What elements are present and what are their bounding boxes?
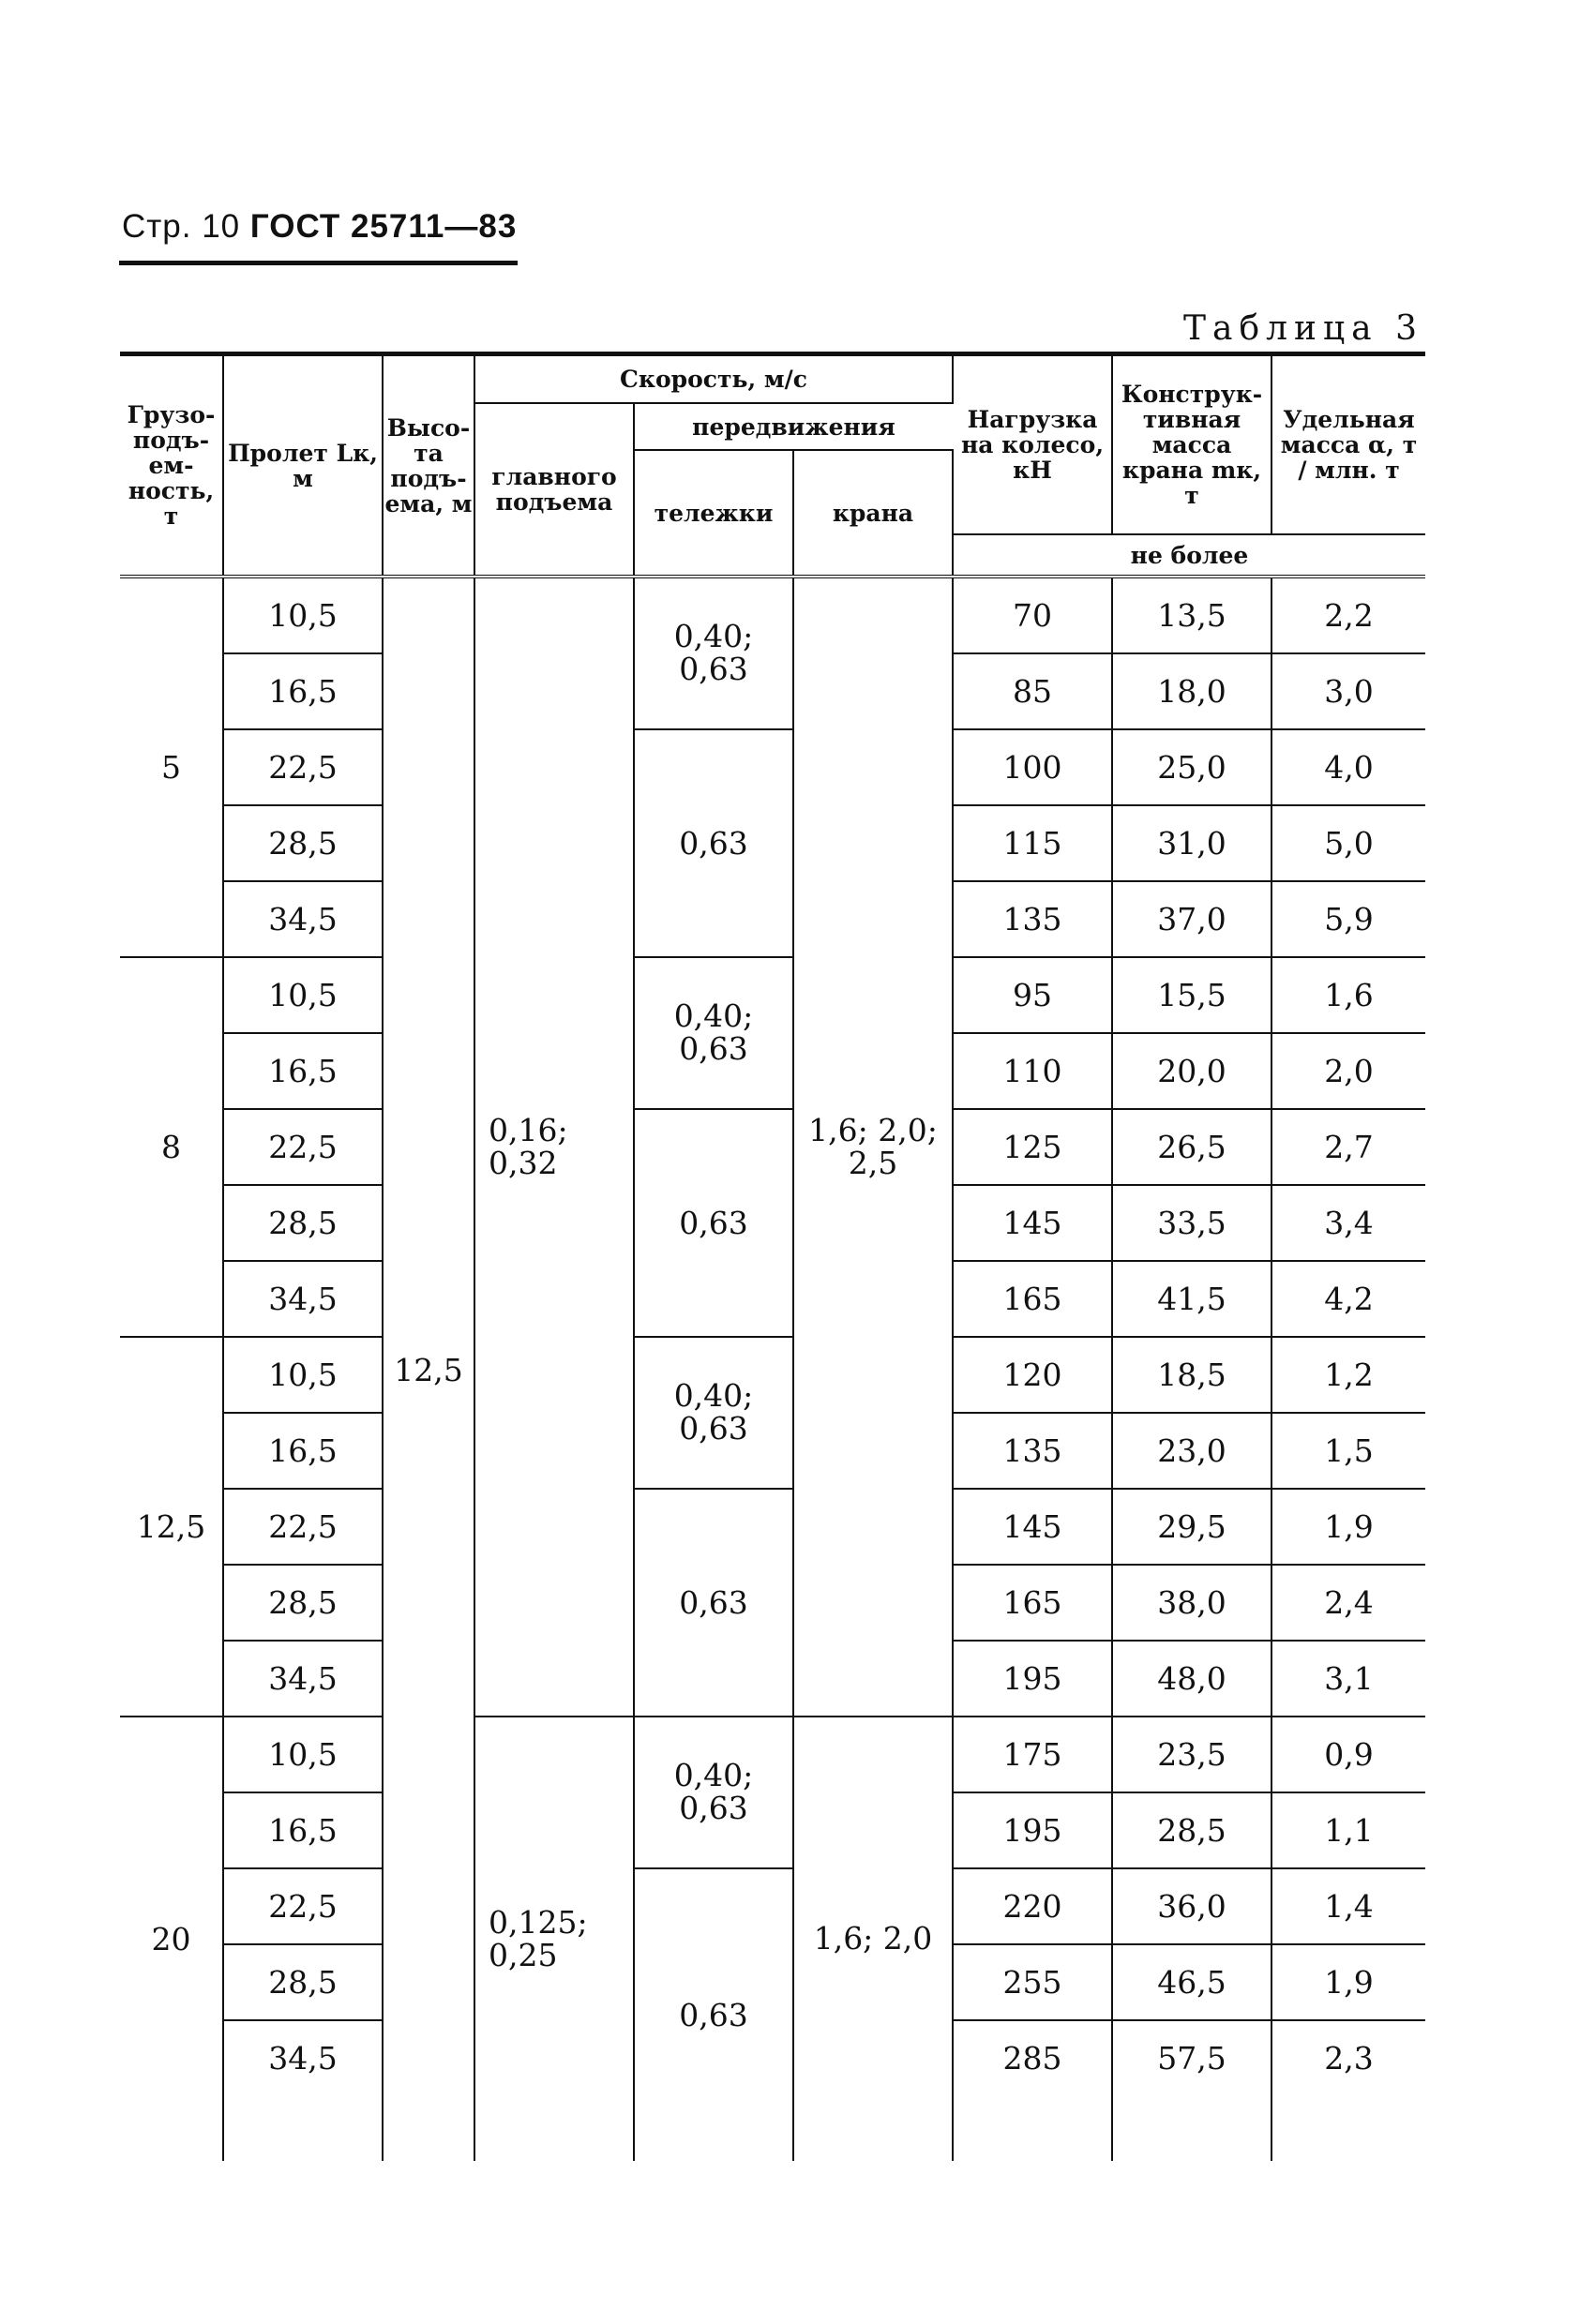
col-header-main-lift: главного подъема — [474, 403, 634, 577]
page-number: Стр. 10 — [122, 208, 241, 245]
specific-mass-cell: 3,0 — [1271, 653, 1425, 729]
col-header-crane: крана — [793, 450, 953, 577]
wheel-load-cell: 145 — [953, 1489, 1112, 1565]
crane-mass-cell: 23,5 — [1112, 1717, 1271, 1792]
wheel-load-cell: 175 — [953, 1717, 1112, 1792]
specific-mass-cell: 1,5 — [1271, 1413, 1425, 1489]
span-cell: 10,5 — [223, 1337, 383, 1413]
crane-mass-cell: 25,0 — [1112, 729, 1271, 805]
col-header-speed: Скорость, м/с — [474, 356, 953, 403]
span-cell: 22,5 — [223, 1109, 383, 1185]
trolley-cell: 0,40; 0,63 — [634, 1337, 793, 1489]
specific-mass-cell: 2,3 — [1324, 2040, 1374, 2077]
crane-mass-cell: 13,5 — [1112, 578, 1271, 653]
page-header — [122, 208, 517, 246]
span-cell: 28,5 — [223, 805, 383, 881]
main-lift-cell: 0,125; 0,25 — [474, 1717, 634, 2161]
span-cell: 34,5 — [223, 1641, 383, 1717]
crane-speed-cell: 1,6; 2,0; 2,5 — [793, 578, 953, 1717]
span-cell: 10,5 — [223, 578, 383, 653]
crane-mass-cell: 37,0 — [1112, 881, 1271, 957]
crane-mass-cell: 38,0 — [1112, 1565, 1271, 1641]
wheel-load-cell: 165 — [953, 1261, 1112, 1337]
wheel-load-cell: 85 — [953, 653, 1112, 729]
specific-mass-cell: 3,4 — [1271, 1185, 1425, 1261]
col-header-crane-mass: Конструк-тивная масса крана mк, т — [1112, 356, 1271, 534]
wheel-load-cell: 125 — [953, 1109, 1112, 1185]
span-cell: 10,5 — [223, 1717, 383, 1792]
trolley-cell: 0,63 — [634, 729, 793, 957]
wheel-load-cell: 115 — [953, 805, 1112, 881]
wheel-load-cell: 70 — [953, 578, 1112, 653]
wheel-load-cell: 100 — [953, 729, 1112, 805]
trolley-cell: 0,40; 0,63 — [634, 1717, 793, 1868]
wheel-load-cell: 195 — [953, 1641, 1112, 1717]
capacity-cell: 8 — [120, 957, 223, 1337]
col-header-height: Высо-та подъ-ема, м — [383, 356, 474, 577]
crane-mass-cell: 20,0 — [1112, 1033, 1271, 1109]
specific-mass-cell: 1,6 — [1271, 957, 1425, 1033]
crane-mass-cell: 33,5 — [1112, 1185, 1271, 1261]
trolley-cell: 0,63 — [634, 1109, 793, 1337]
col-header-span: Пролет Lк, м — [223, 356, 383, 577]
specific-mass-cell: 1,1 — [1271, 1792, 1425, 1868]
col-header-travel: передвижения — [634, 403, 953, 450]
table-title: Таблица 3 — [1183, 309, 1423, 348]
span-cell: 34,5 — [223, 881, 383, 957]
standard-number: ГОСТ 25711—83 — [249, 208, 518, 245]
crane-mass-cell: 28,5 — [1112, 1792, 1271, 1868]
specific-mass-cell: 2,4 — [1271, 1565, 1425, 1641]
crane-mass-cell: 15,5 — [1112, 957, 1271, 1033]
crane-mass-cell: 29,5 — [1112, 1489, 1271, 1565]
span-cell: 28,5 — [223, 1944, 383, 2020]
crane-speed-cell: 1,6; 2,0 — [793, 1717, 953, 2161]
specific-mass-cell: 2,0 — [1271, 1033, 1425, 1109]
specific-mass-cell: 5,9 — [1271, 881, 1425, 957]
specific-mass-cell: 2,2 — [1271, 578, 1425, 653]
specific-mass-cell: 3,1 — [1271, 1641, 1425, 1717]
span-cell: 22,5 — [223, 729, 383, 805]
col-header-wheel-load: Нагрузка на колесо, кН — [953, 356, 1112, 534]
crane-mass-cell: 46,5 — [1112, 1944, 1271, 2020]
wheel-load-cell: 110 — [953, 1033, 1112, 1109]
crane-mass-cell: 48,0 — [1112, 1641, 1271, 1717]
specific-mass-cell: 1,4 — [1271, 1868, 1425, 1944]
crane-mass-cell: 18,5 — [1112, 1337, 1271, 1413]
span-cell: 10,5 — [223, 957, 383, 1033]
wheel-load-cell: 255 — [953, 1944, 1112, 2020]
span-cell: 16,5 — [223, 1413, 383, 1489]
wheel-load-cell: 95 — [953, 957, 1112, 1033]
wheel-load-cell: 285 — [953, 2020, 1112, 2161]
specific-mass-cell: 4,2 — [1271, 1261, 1425, 1337]
crane-mass-cell: 26,5 — [1112, 1109, 1271, 1185]
header-rule — [119, 261, 518, 265]
wheel-load-cell: 135 — [953, 881, 1112, 957]
capacity-cell: 20 — [120, 1717, 223, 2161]
specific-mass-cell: 0,9 — [1271, 1717, 1425, 1792]
col-header-max-note: не более — [953, 534, 1425, 577]
span-cell: 28,5 — [223, 1565, 383, 1641]
specific-mass-cell: 4,0 — [1271, 729, 1425, 805]
specific-mass-cell: 1,9 — [1271, 1489, 1425, 1565]
trolley-cell: 0,63 — [634, 1868, 793, 2161]
trolley-cell: 0,40; 0,63 — [634, 957, 793, 1109]
crane-mass-cell: 23,0 — [1112, 1413, 1271, 1489]
crane-parameters-table — [120, 352, 1425, 2161]
wheel-load-cell: 165 — [953, 1565, 1112, 1641]
crane-mass-cell: 41,5 — [1112, 1261, 1271, 1337]
specific-mass-cell: 1,2 — [1271, 1337, 1425, 1413]
span-cell: 28,5 — [223, 1185, 383, 1261]
specific-mass-cell: 1,9 — [1271, 1944, 1425, 2020]
wheel-load-cell: 135 — [953, 1413, 1112, 1489]
capacity-cell: 12,5 — [120, 1337, 223, 1717]
span-cell: 16,5 — [223, 1792, 383, 1868]
trolley-cell: 0,40; 0,63 — [634, 578, 793, 729]
capacity-cell: 5 — [120, 578, 223, 957]
wheel-load-cell: 220 — [953, 1868, 1112, 1944]
specific-mass-cell: 5,0 — [1271, 805, 1425, 881]
col-header-trolley: тележки — [634, 450, 793, 577]
trolley-cell: 0,63 — [634, 1489, 793, 1717]
crane-mass-cell: 57,5 — [1112, 2020, 1271, 2161]
wheel-load-cell: 120 — [953, 1337, 1112, 1413]
span-cell: 16,5 — [223, 653, 383, 729]
span-cell: 22,5 — [223, 1868, 383, 1944]
crane-mass-cell: 18,0 — [1112, 653, 1271, 729]
wheel-load-cell: 145 — [953, 1185, 1112, 1261]
col-header-capacity: Грузо-подъ-ем-ность, т — [120, 356, 223, 577]
specific-mass-cell: 2,7 — [1271, 1109, 1425, 1185]
wheel-load-cell: 195 — [953, 1792, 1112, 1868]
span-cell: 34,5 — [223, 1261, 383, 1337]
crane-mass-cell: 31,0 — [1112, 805, 1271, 881]
span-cell: 16,5 — [223, 1033, 383, 1109]
span-cell: 22,5 — [223, 1489, 383, 1565]
span-cell: 34,5 — [223, 2020, 383, 2161]
crane-mass-cell: 36,0 — [1112, 1868, 1271, 1944]
height-cell: 12,5 — [383, 578, 474, 2161]
main-lift-cell: 0,16; 0,32 — [474, 578, 634, 1717]
col-header-specific-mass: Удельная масса α, т / млн. т — [1280, 406, 1418, 484]
